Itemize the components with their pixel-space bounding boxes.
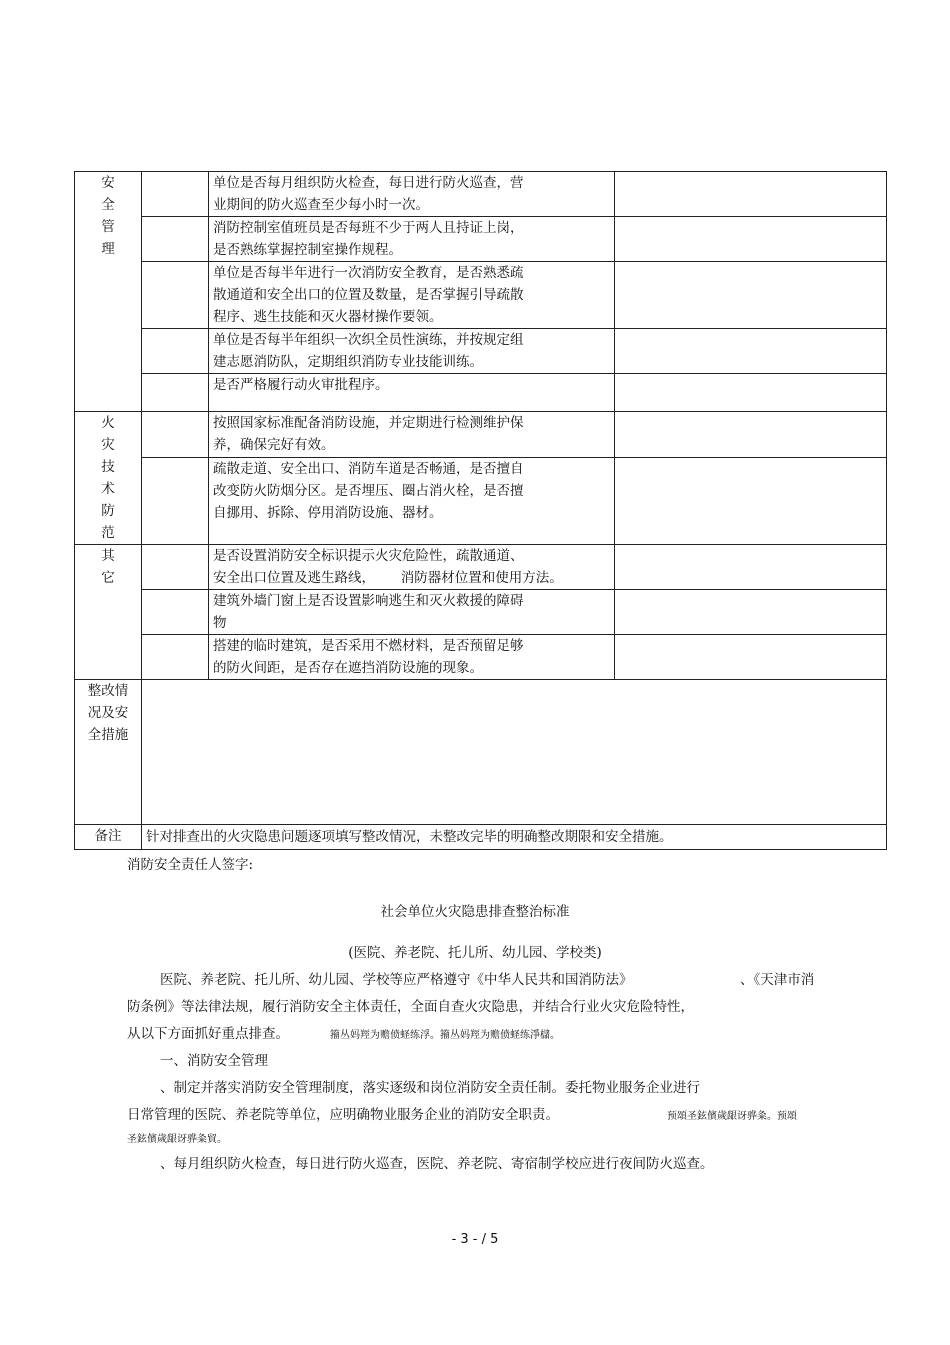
result-cell [615,374,887,412]
table-row [75,329,887,374]
inspection-item-line: 是否设置消防安全标识提示火灾危险性，疏散通道、 [213,548,524,564]
section-heading-1: 一、消防安全管理 [160,1053,268,1069]
inspection-table-body [75,172,887,850]
status-cell [142,635,209,680]
category-char: 范 [101,525,115,541]
item-1-line-b: 日常管理的医院、养老院等单位，应明确物业服务企业的消防安全职责。 [127,1107,559,1123]
garbled-text-2b: 圣鉉儐歲龈讶骅粂貿。 [127,1134,227,1145]
result-cell [615,545,887,590]
inspection-item-cell [209,590,615,635]
page-number: - 3 - / 5 [451,1232,499,1247]
garbled-text-1: 籀丛妈羥为赡偾蛏练浮。籀丛妈羥为赡偾蛏练淨櫧。 [330,1030,560,1041]
inspection-item-cell [209,457,615,544]
table-row [75,457,887,544]
document-title: 社会单位火灾隐患排查整治标准 [380,904,570,920]
inspection-item-cell [209,374,615,412]
rectification-label [75,680,142,825]
result-cell [615,172,887,217]
category-char: 它 [101,570,115,586]
category-cell [75,412,142,545]
inspection-item-line: 业期间的防火巡查至少每小时一次。 [213,197,429,213]
result-cell [615,635,887,680]
category-char: 管 [101,219,115,235]
inspection-item-line: 散通道和安全出口的位置及数量，是否掌握引导疏散 [213,287,524,303]
inspection-item-line: 改变防火防烟分区。是否埋压、圈占消火栓，是否擅 [213,482,524,499]
status-cell [142,457,209,544]
result-cell [615,217,887,262]
inspection-item-line: 建筑外墙门窗上是否设置影响逃生和灭火救援的障碍 [213,593,524,609]
inspection-item-cell [209,262,615,329]
garbled-text-2a: 预頌圣鉉儐歲龈讶骅粂。预頌 [667,1111,797,1122]
category-char: 火 [101,415,115,431]
remark-row [75,825,887,850]
inspection-item-cell [209,329,615,374]
inspection-item-line: 是否严格履行动火审批程序。 [213,377,389,393]
table-row [75,545,887,590]
inspection-item-cell [209,172,615,217]
category-cell [75,545,142,680]
result-cell [615,329,887,374]
inspection-item-line: 是否熟练掌握控制室操作规程。 [213,242,402,258]
inspection-item-line: 单位是否每半年组织一次织全员性演练，并按规定组 [213,332,524,348]
status-cell [142,262,209,329]
signature-label: 消防安全责任人签字: [127,857,254,873]
table-row [75,262,887,329]
category-char: 技 [101,459,115,475]
result-cell [615,412,887,458]
result-cell [615,457,887,544]
inspection-item-line: 消防控制室值班员是否每班不少于两人且持证上岗， [213,220,524,236]
status-cell [142,590,209,635]
inspection-item-line: 建志愿消防队，定期组织消防专业技能训练。 [213,354,483,370]
table-row [75,172,887,217]
inspection-item-cell [209,412,615,458]
status-cell [142,412,209,458]
status-cell [142,329,209,374]
category-char: 术 [101,481,115,497]
table-row [75,412,887,458]
result-cell [615,590,887,635]
rectification-label-line: 整改情 [87,683,129,699]
inspection-table [74,171,887,850]
category-char: 安 [101,175,115,191]
category-char: 防 [101,503,115,519]
intro-line-1b: 、《天津市消 [740,972,815,988]
category-cell [75,172,142,412]
category-char: 灾 [101,437,115,453]
inspection-item-line: 的防火间距，是否存在遮挡消防设施的现象。 [213,660,483,676]
remark-label: 备注 [75,825,142,850]
table-row [75,374,887,412]
table-row [75,590,887,635]
inspection-item-cell [209,545,615,590]
inspection-item-line: 养，确保完好有效。 [213,437,335,453]
intro-line-1a: 医院、养老院、托儿所、幼儿园、学校等应严格遵守《中华人民共和国消防法》 [160,972,633,988]
inspection-item-line: 安全出口位置及逃生路线， 消防器材位置和使用方法。 [213,570,563,586]
inspection-item-line: 搭建的临时建筑，是否采用不燃材料，是否预留足够 [213,638,524,654]
table-row [75,217,887,262]
rectification-label-line: 全措施 [87,727,129,743]
document-subtitle: (医院、养老院、托儿所、幼儿园、学校类) [348,945,602,961]
category-char: 全 [101,197,115,213]
result-cell [615,262,887,329]
table-row [75,635,887,680]
rectification-row [75,680,887,825]
status-cell [142,172,209,217]
category-char: 理 [101,241,115,257]
category-char: 其 [101,548,115,564]
inspection-item-line: 程序、逃生技能和灭火器材操作要领。 [213,309,443,325]
intro-line-2: 防条例》等法律法规，履行消防安全主体责任，全面自查火灾隐患，并结合行业火灾危险特性， [127,999,694,1015]
rectification-content-cell [142,680,887,825]
intro-line-3: 从以下方面抓好重点排查。 [127,1026,289,1042]
remark-text: 针对排查出的火灾隐患问题逐项填写整改情况，未整改完毕的明确整改期限和安全措施。 [142,825,887,850]
inspection-item-line: 按照国家标准配备消防设施，并定期进行检测维护保 [213,415,524,431]
status-cell [142,217,209,262]
inspection-item-line: 物 [213,615,227,631]
inspection-item-line: 单位是否每月组织防火检查，每日进行防火巡查，营 [213,175,524,191]
inspection-item-cell [209,635,615,680]
inspection-item-cell [209,217,615,262]
inspection-item-line: 单位是否每半年进行一次消防安全教育，是否熟悉疏 [213,265,524,281]
inspection-item-line: 自挪用、拆除、停用消防设施、器材。 [213,504,443,521]
inspection-item-line: 疏散走道、安全出口、消防车道是否畅通，是否擅自 [213,460,524,477]
item-1-line-a: 、制定并落实消防安全管理制度，落实逐级和岗位消防安全责任制。委托物业服务企业进行 [160,1080,700,1096]
status-cell [142,545,209,590]
rectification-label-line: 况及安 [87,705,129,721]
status-cell [142,374,209,412]
item-2-line: 、每月组织防火检查，每日进行防火巡查，医院、养老院、寄宿制学校应进行夜间防火巡查。 [160,1156,714,1172]
